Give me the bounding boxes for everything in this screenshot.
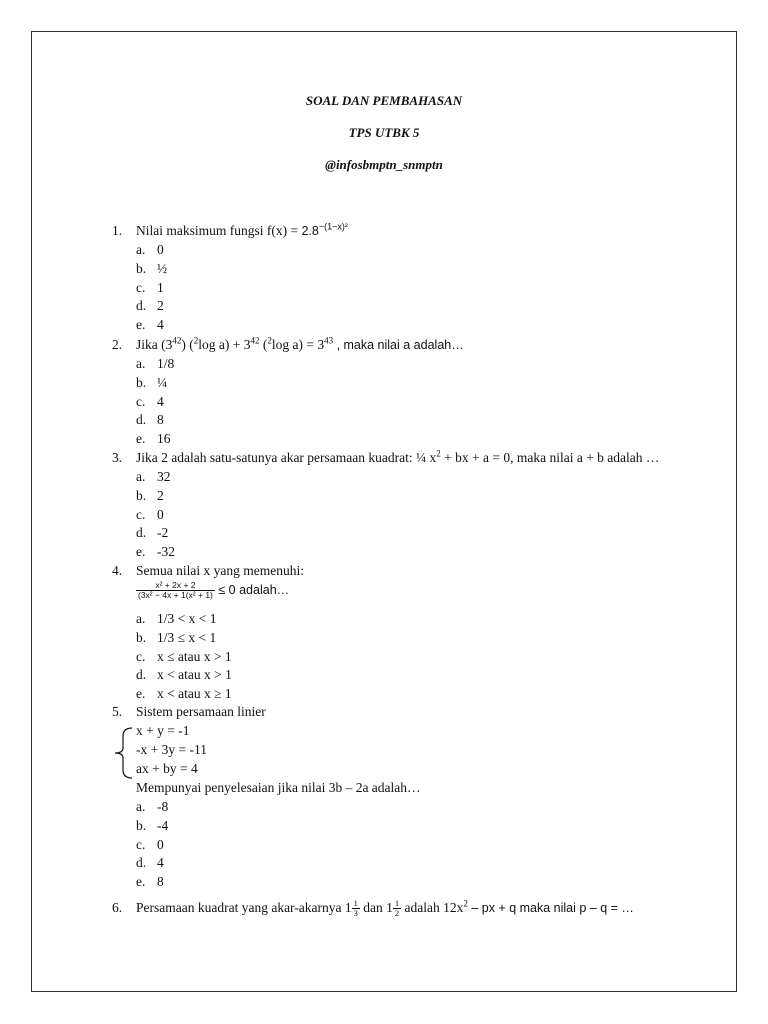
option-value: x < atau x > 1	[157, 667, 232, 683]
question-text-after: Mempunyai penyelesaian jika nilai 3b – 2a adalah…	[136, 780, 421, 795]
question-number: 4.	[112, 563, 123, 578]
question-text-part: + bx + a = 0, maka nilai a + b adalah …	[440, 450, 660, 465]
question-text-part: log a) = 3	[271, 337, 325, 352]
question-text	[136, 223, 348, 239]
option-letter: c.	[136, 393, 146, 409]
option-value: x < atau x ≥ 1	[157, 686, 232, 702]
question-text-part: adalah 12x	[401, 900, 464, 915]
option-letter: e.	[136, 874, 146, 890]
option-letter: d.	[136, 855, 147, 871]
question-number: 1.	[112, 223, 123, 238]
option-value: ½	[157, 260, 168, 276]
question-text-part: Jika (3	[136, 337, 173, 352]
option-letter: d.	[136, 667, 147, 683]
superscript: 2	[463, 898, 468, 909]
option-letter: b.	[136, 260, 147, 276]
option-value: 0	[157, 836, 164, 852]
option-letter: d.	[136, 525, 147, 541]
option-letter: a.	[136, 799, 146, 814]
question-text-part: – px + q maka nilai p – q = …	[467, 901, 634, 915]
document-title: SOAL DAN PEMBAHASAN	[305, 93, 463, 108]
inequality-expression	[136, 580, 289, 600]
superscript: 2	[436, 448, 441, 459]
question-text	[136, 450, 659, 466]
question-text-part: Persamaan kuadrat yang akar-akarnya 1	[136, 900, 352, 915]
option-letter: c.	[136, 648, 146, 664]
option-value: 8	[157, 874, 164, 890]
system-brace	[112, 726, 134, 780]
option-value: -2	[157, 525, 169, 541]
document-subtitle: TPS UTBK 5	[348, 125, 420, 140]
formula-exponent: −(1−x)²	[318, 221, 348, 232]
option-value: 2	[157, 487, 164, 503]
option-letter: a.	[136, 611, 146, 626]
fraction-denominator: 3	[353, 908, 358, 919]
superscript: 42	[250, 335, 260, 346]
fraction-numerator: 1	[394, 898, 400, 909]
option-value: 1/3 < x < 1	[157, 611, 217, 626]
option-letter: e.	[136, 686, 146, 702]
option-value: 1	[157, 279, 164, 295]
question-text	[136, 337, 464, 353]
option-letter: d.	[136, 298, 147, 314]
option-value: 4	[157, 317, 164, 333]
option-letter: e.	[136, 544, 146, 560]
fraction	[393, 899, 401, 918]
fraction-numerator: 1	[353, 898, 358, 909]
question-text: Sistem persamaan linier	[136, 704, 266, 719]
option-letter: d.	[136, 412, 147, 428]
question-number: 6.	[112, 900, 123, 915]
option-value: 1/8	[157, 356, 175, 371]
fraction-denominator: (3x² − 4x + 1(x² + 1)	[138, 590, 213, 601]
superscript: 2	[193, 335, 199, 346]
fraction	[352, 899, 360, 918]
option-letter: c.	[136, 506, 146, 522]
option-letter: a.	[136, 469, 146, 484]
option-letter: c.	[136, 279, 146, 295]
option-value: x ≤ atau x > 1	[157, 648, 232, 664]
question-number: 2.	[112, 337, 123, 352]
question-text	[136, 897, 634, 919]
question-text-part: (	[259, 337, 268, 352]
option-value: ¼	[157, 374, 168, 390]
option-value: 0	[157, 242, 164, 257]
option-letter: e.	[136, 317, 146, 333]
option-letter: a.	[136, 356, 146, 371]
question-text-part: Jika 2 adalah satu-satunya akar persamaan kuadrat: ¼ x	[136, 450, 437, 465]
option-value: 32	[157, 469, 171, 484]
option-letter: e.	[136, 431, 146, 447]
option-value: 4	[157, 393, 164, 409]
option-value: -4	[157, 817, 169, 833]
option-letter: c.	[136, 836, 146, 852]
question-number: 5.	[112, 704, 123, 719]
option-letter: b.	[136, 817, 147, 833]
document-handle: @infosbmptn_snmptn	[325, 157, 443, 172]
option-value: 0	[157, 506, 164, 522]
question-text-part: dan 1	[359, 900, 393, 915]
option-value: 1/3 ≤ x < 1	[157, 629, 217, 645]
question-text-part: ) (	[181, 337, 194, 352]
option-value: 8	[157, 412, 164, 428]
equation-1: x + y = -1	[136, 723, 190, 738]
superscript: 42	[172, 335, 182, 346]
option-letter: b.	[136, 629, 147, 645]
superscript: 43	[324, 335, 334, 346]
formula-base: 2.8	[301, 224, 319, 238]
fraction-numerator: x² + 2x + 2	[136, 581, 215, 591]
superscript: 2	[267, 335, 272, 346]
equation-3: ax + by = 4	[136, 761, 198, 776]
option-value: -32	[157, 544, 175, 560]
option-value: 2	[157, 298, 164, 314]
option-letter: a.	[136, 242, 146, 257]
option-letter: b.	[136, 487, 147, 503]
question-number: 3.	[112, 450, 123, 465]
option-value: -8	[157, 799, 169, 814]
equation-2: -x + 3y = -11	[136, 742, 207, 757]
fraction	[136, 581, 215, 600]
fraction-denominator: 2	[394, 908, 400, 919]
question-text-part: Nilai maksimum fungsi f(x) =	[136, 223, 302, 238]
inequality-suffix: ≤ 0 adalah…	[214, 583, 290, 597]
option-letter: b.	[136, 374, 147, 390]
option-value: 16	[157, 431, 171, 447]
question-text: Semua nilai x yang memenuhi:	[136, 563, 304, 578]
question-text-part: log a) + 3	[198, 337, 251, 352]
question-text-part: , maka nilai a adalah…	[333, 338, 464, 352]
option-value: 4	[157, 855, 164, 871]
